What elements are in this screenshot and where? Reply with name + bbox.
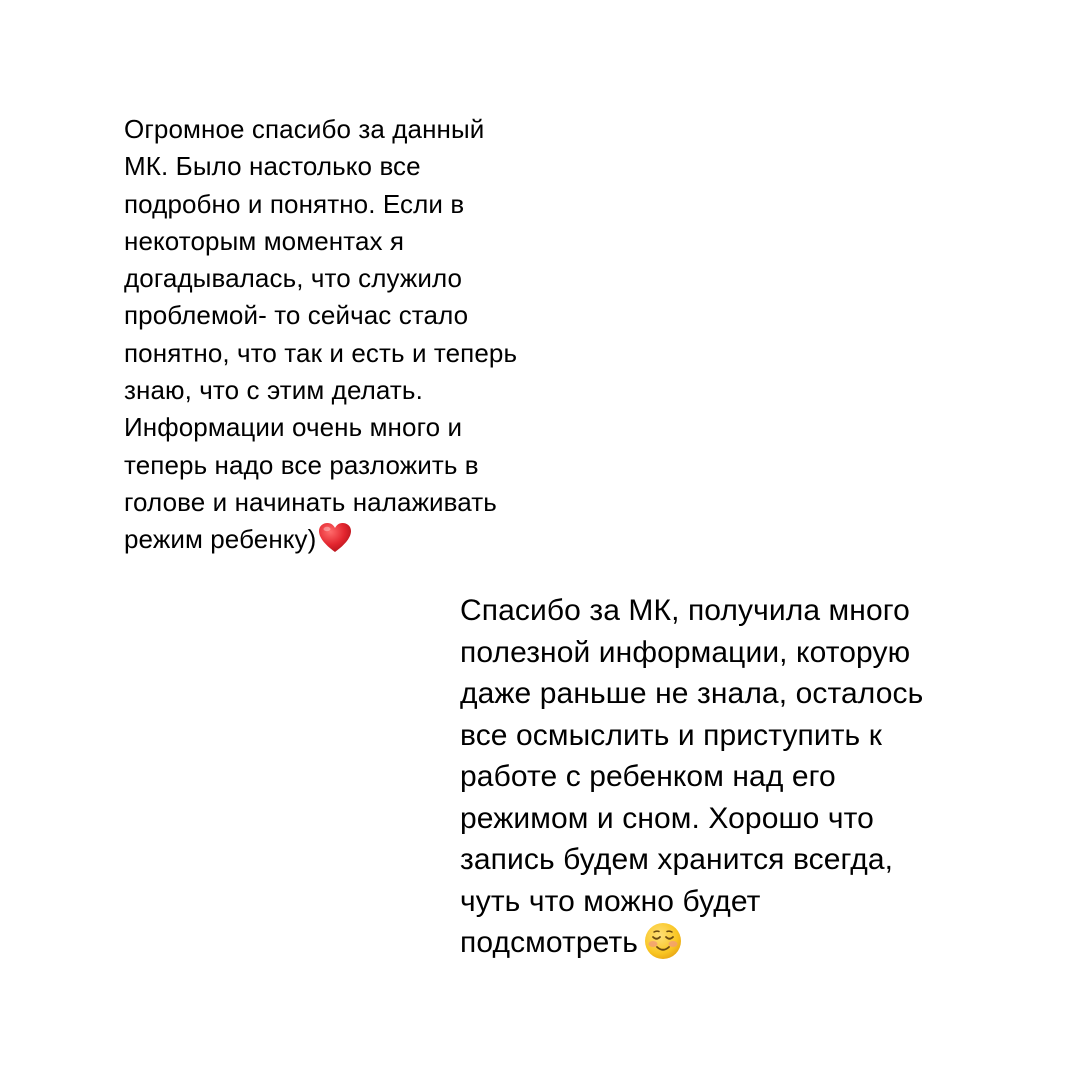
review-message-2	[460, 590, 1000, 964]
heart-icon	[318, 522, 352, 554]
review-message-1	[124, 111, 584, 559]
smiling-face-icon	[644, 922, 682, 960]
review-text-2: Спасибо за МК, получила много полезной информации, которую даже раньше не знала, осталось все осмыслить и приступить к работе с ребенком над его режимом и сном. Хорошо что запись будем хранится всегда, чуть что можно будет подсмотреть	[460, 594, 924, 959]
review-text-1: Огромное спасибо за данный МК. Было настолько все подробно и понятно. Если в некоторым моментах я догадывалась, что служило проблемой- то сейчас стало понятно, что так и есть и теперь знаю, что с этим делать. Информации очень много и теперь надо все разложить в голове и начинать налаживать режим ребенку)	[124, 114, 518, 555]
